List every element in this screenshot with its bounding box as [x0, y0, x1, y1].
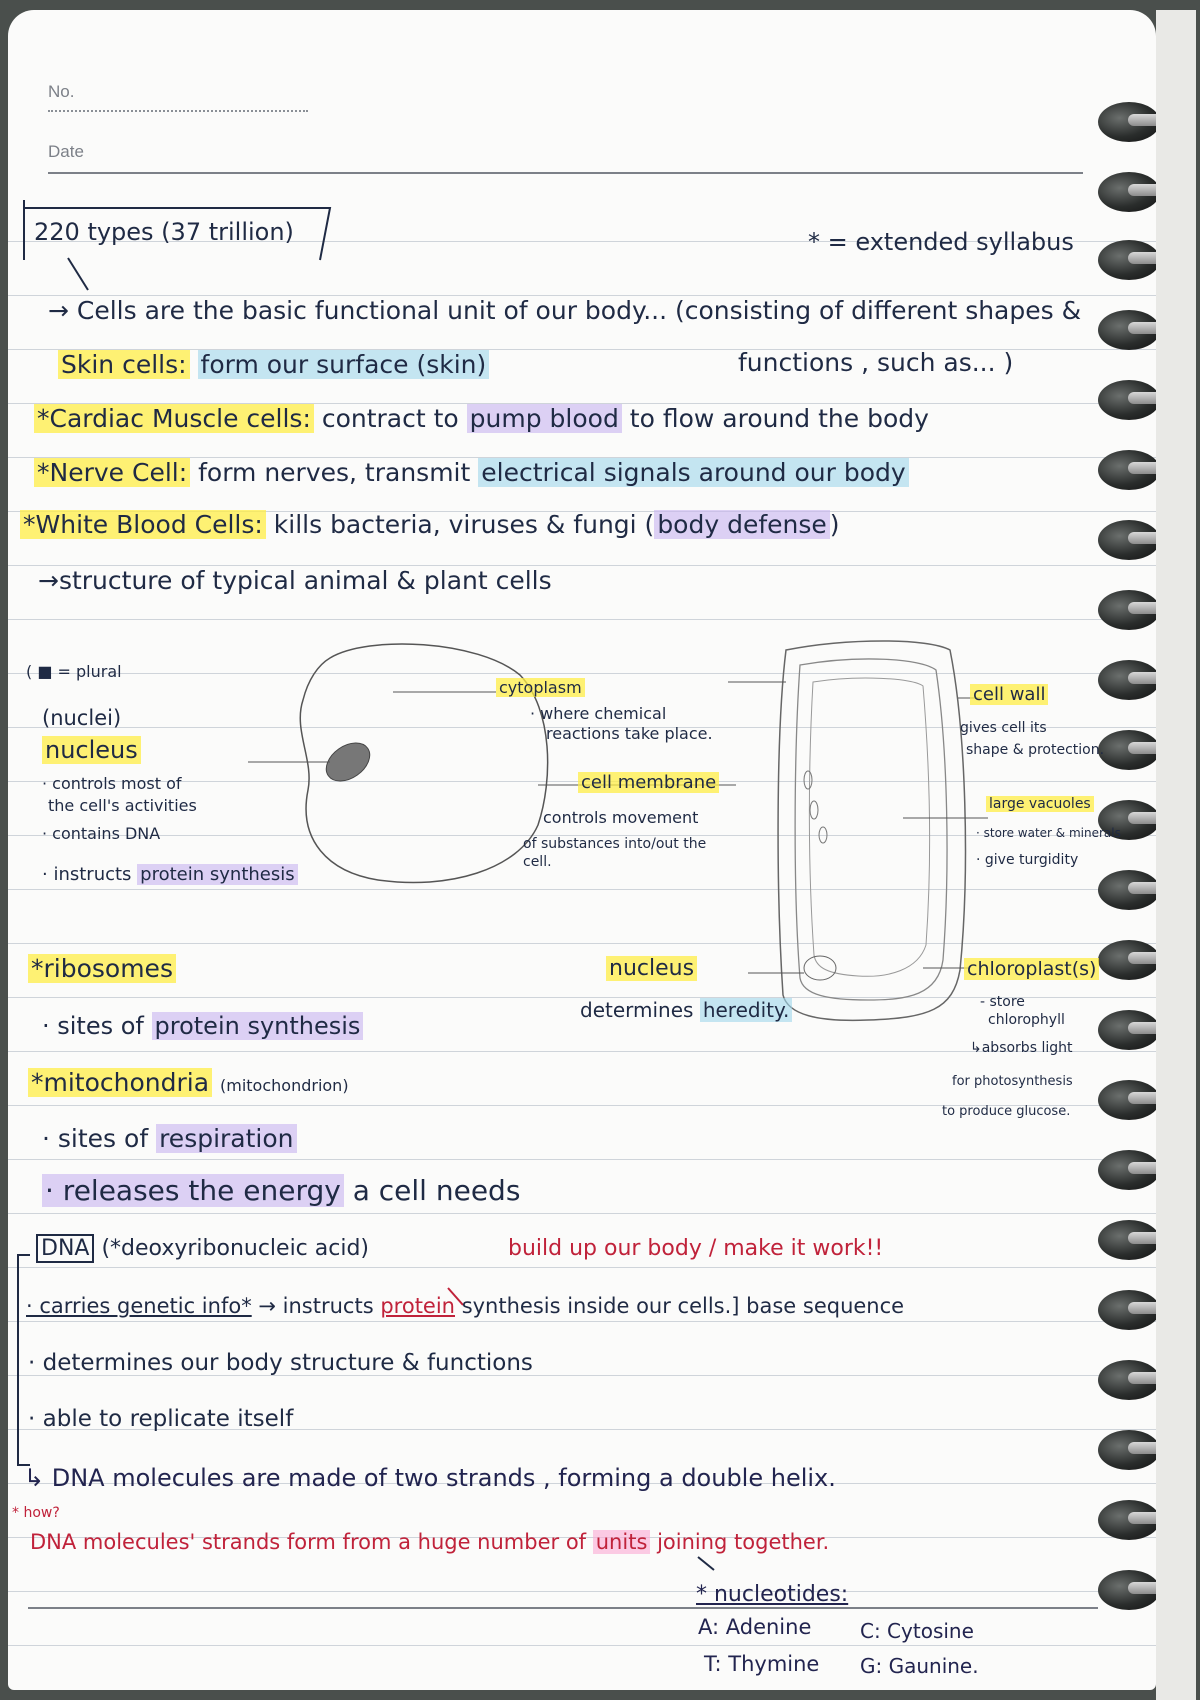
dna-point-5: [30, 1530, 829, 1554]
units-pointer: [698, 1557, 714, 1570]
cardiac-label: *Cardiac Muscle cells:: [34, 404, 314, 433]
cytoplasm-label: [496, 678, 585, 697]
base-cytosine: C: Cytosine: [860, 1619, 974, 1643]
cytoplasm-desc-2: reactions take place.: [546, 724, 713, 743]
legend-text: * = extended syllabus: [808, 228, 1074, 256]
nucleus-point-1b: the cell's activities: [48, 796, 197, 815]
plural-note: ( ■ = plural: [26, 662, 122, 681]
chloroplast-shape: [819, 827, 827, 843]
dna-point-4: ↳ DNA molecules are made of two strands , forming a double helix.: [24, 1464, 836, 1492]
vacuole-desc-1: · store water & minerals: [976, 826, 1121, 840]
cell-wall-label: [970, 684, 1048, 705]
mito-desc-2a: · releases the energy: [42, 1174, 344, 1207]
cell-wall-desc-2: shape & protection.: [966, 742, 1105, 758]
chloroplast-desc-1: - store: [980, 994, 1025, 1010]
mito-desc-1a: · sites of: [42, 1124, 149, 1153]
cardiac-row: [34, 404, 929, 433]
vacuole-desc-2: · give turgidity: [976, 852, 1079, 868]
date-label: Date: [48, 142, 84, 161]
chloroplast-desc-5: to produce glucose.: [942, 1104, 1071, 1119]
dna-point-1b: → instructs: [258, 1294, 374, 1318]
plant-vacuole: [809, 678, 929, 976]
cytoplasm-desc-1: · where chemical: [530, 704, 667, 723]
notebook-edge: [1156, 10, 1196, 1700]
dna-full-name: (*deoxyribonucleic acid): [101, 1236, 370, 1261]
types-pointer: [68, 258, 88, 290]
cell-wall-text: cell wall: [970, 684, 1048, 705]
skin-cells-desc: form our surface (skin): [198, 350, 490, 379]
plant-cell-wall: [778, 641, 965, 1020]
wbc-label: *White Blood Cells:: [20, 510, 266, 539]
wbc-desc-1: kills bacteria, viruses & fungi (: [273, 510, 655, 539]
nucleus-point-1a: · controls most of: [42, 774, 182, 793]
cardiac-desc-1: contract to: [321, 404, 459, 433]
plant-nucleus-label: [606, 956, 697, 981]
skin-cells-label: Skin cells:: [58, 350, 190, 379]
cardiac-desc-2: pump blood: [467, 404, 622, 433]
chloroplast-shape: [804, 771, 812, 789]
dna-point-5b: units: [593, 1530, 651, 1554]
wbc-row: [20, 510, 840, 539]
nucleus-point-2: · contains DNA: [42, 824, 161, 843]
dna-point-2: · determines our body structure & functions: [28, 1350, 533, 1376]
nucleus-point-3b: protein synthesis: [137, 864, 297, 885]
chloroplast-desc-4: for photosynthesis: [952, 1074, 1073, 1089]
no-label: No.: [48, 82, 75, 101]
ribosomes-desc-2: protein synthesis: [152, 1012, 364, 1040]
membrane-label: [578, 772, 719, 793]
mitochondria-desc-1: [42, 1124, 297, 1153]
plant-nucleus-text: nucleus: [606, 956, 697, 981]
membrane-desc-1: controls movement: [543, 808, 699, 827]
dna-point-5c: joining together.: [657, 1530, 830, 1554]
plant-nucleus-desc: [580, 998, 792, 1022]
base-thymine: T: Thymine: [704, 1652, 820, 1676]
vacuole-text: large vacuoles: [986, 796, 1094, 812]
chloroplast-label: [964, 958, 1099, 980]
wbc-desc-2: body defense: [654, 510, 829, 539]
ribosomes-desc-1: · sites of: [42, 1012, 144, 1040]
mitochondria-text: *mitochondria: [28, 1068, 212, 1097]
cardiac-desc-3: to flow around the body: [629, 404, 929, 433]
plant-nucleus-desc-2: heredity.: [700, 998, 793, 1022]
notebook-page: [8, 10, 1156, 1690]
membrane-desc-2: of substances into/out the: [523, 836, 707, 852]
mito-desc-2b: a cell needs: [352, 1174, 521, 1207]
skin-cells-row: [58, 350, 489, 379]
ribosomes-desc: [42, 1012, 363, 1040]
nerve-label: *Nerve Cell:: [34, 458, 190, 487]
chloroplast-desc-2: chlorophyll: [988, 1012, 1065, 1028]
membrane-text: cell membrane: [578, 772, 719, 793]
plant-nucleus: [804, 956, 836, 980]
dna-heading: [36, 1236, 369, 1261]
nerve-row: [34, 458, 909, 487]
dna-red-note: build up our body / make it work!!: [508, 1236, 884, 1261]
mitochondria-desc-2: [42, 1174, 520, 1207]
functions-text: functions , such as... ): [738, 348, 1014, 377]
cytoplasm-text: cytoplasm: [496, 678, 585, 697]
nerve-desc-1: form nerves, transmit: [198, 458, 471, 487]
mito-desc-1b: respiration: [156, 1124, 296, 1153]
base-adenine: A: Adenine: [698, 1615, 812, 1639]
dna-point-1d: synthesis inside our cells.] base sequence: [461, 1294, 905, 1318]
dna-point-5a: DNA molecules' strands form from a huge number of: [30, 1530, 587, 1554]
nucleotides-heading: [696, 1582, 848, 1607]
structure-heading: →structure of typical animal & plant cells: [38, 566, 552, 595]
ribosomes-text: *ribosomes: [28, 954, 176, 983]
dna-box: DNA: [36, 1234, 94, 1263]
nucleotides-text: * nucleotides:: [696, 1582, 849, 1607]
dna-how: * how?: [12, 1505, 60, 1521]
dna-point-3: · able to replicate itself: [28, 1406, 294, 1432]
base-guanine: G: Gaunine.: [860, 1654, 979, 1678]
chloroplast-shape: [810, 801, 818, 819]
nucleus-label: [42, 736, 141, 764]
nucleus-point-3: [42, 864, 298, 885]
nucleus-text: nucleus: [42, 736, 141, 764]
chloroplast-desc-3: ↳absorbs light: [970, 1040, 1073, 1056]
dna-point-1: [26, 1294, 904, 1318]
dna-point-1a: · carries genetic info*: [26, 1294, 252, 1318]
nerve-desc-2: electrical signals around our body: [478, 458, 908, 487]
nuclei-label: (nuclei): [42, 706, 122, 730]
types-box-text: 220 types (37 trillion): [34, 218, 294, 246]
mitochondria-paren: (mitochondrion): [220, 1076, 349, 1095]
cell-wall-desc-1: gives cell its: [960, 720, 1047, 736]
wbc-desc-3: ): [829, 510, 840, 539]
membrane-desc-3: cell.: [523, 854, 552, 870]
intro-line-1: → Cells are the basic functional unit of our body... (consisting of different shapes &: [48, 296, 1082, 325]
nucleus-point-3a: · instructs: [42, 864, 132, 885]
chloroplast-text: chloroplast(s): [964, 958, 1099, 980]
ribosomes-heading: [28, 954, 176, 983]
dna-point-1c: protein: [380, 1294, 455, 1318]
plant-nucleus-desc-1: determines: [580, 998, 694, 1022]
vacuole-label: [986, 796, 1094, 812]
mitochondria-heading: [28, 1068, 349, 1097]
